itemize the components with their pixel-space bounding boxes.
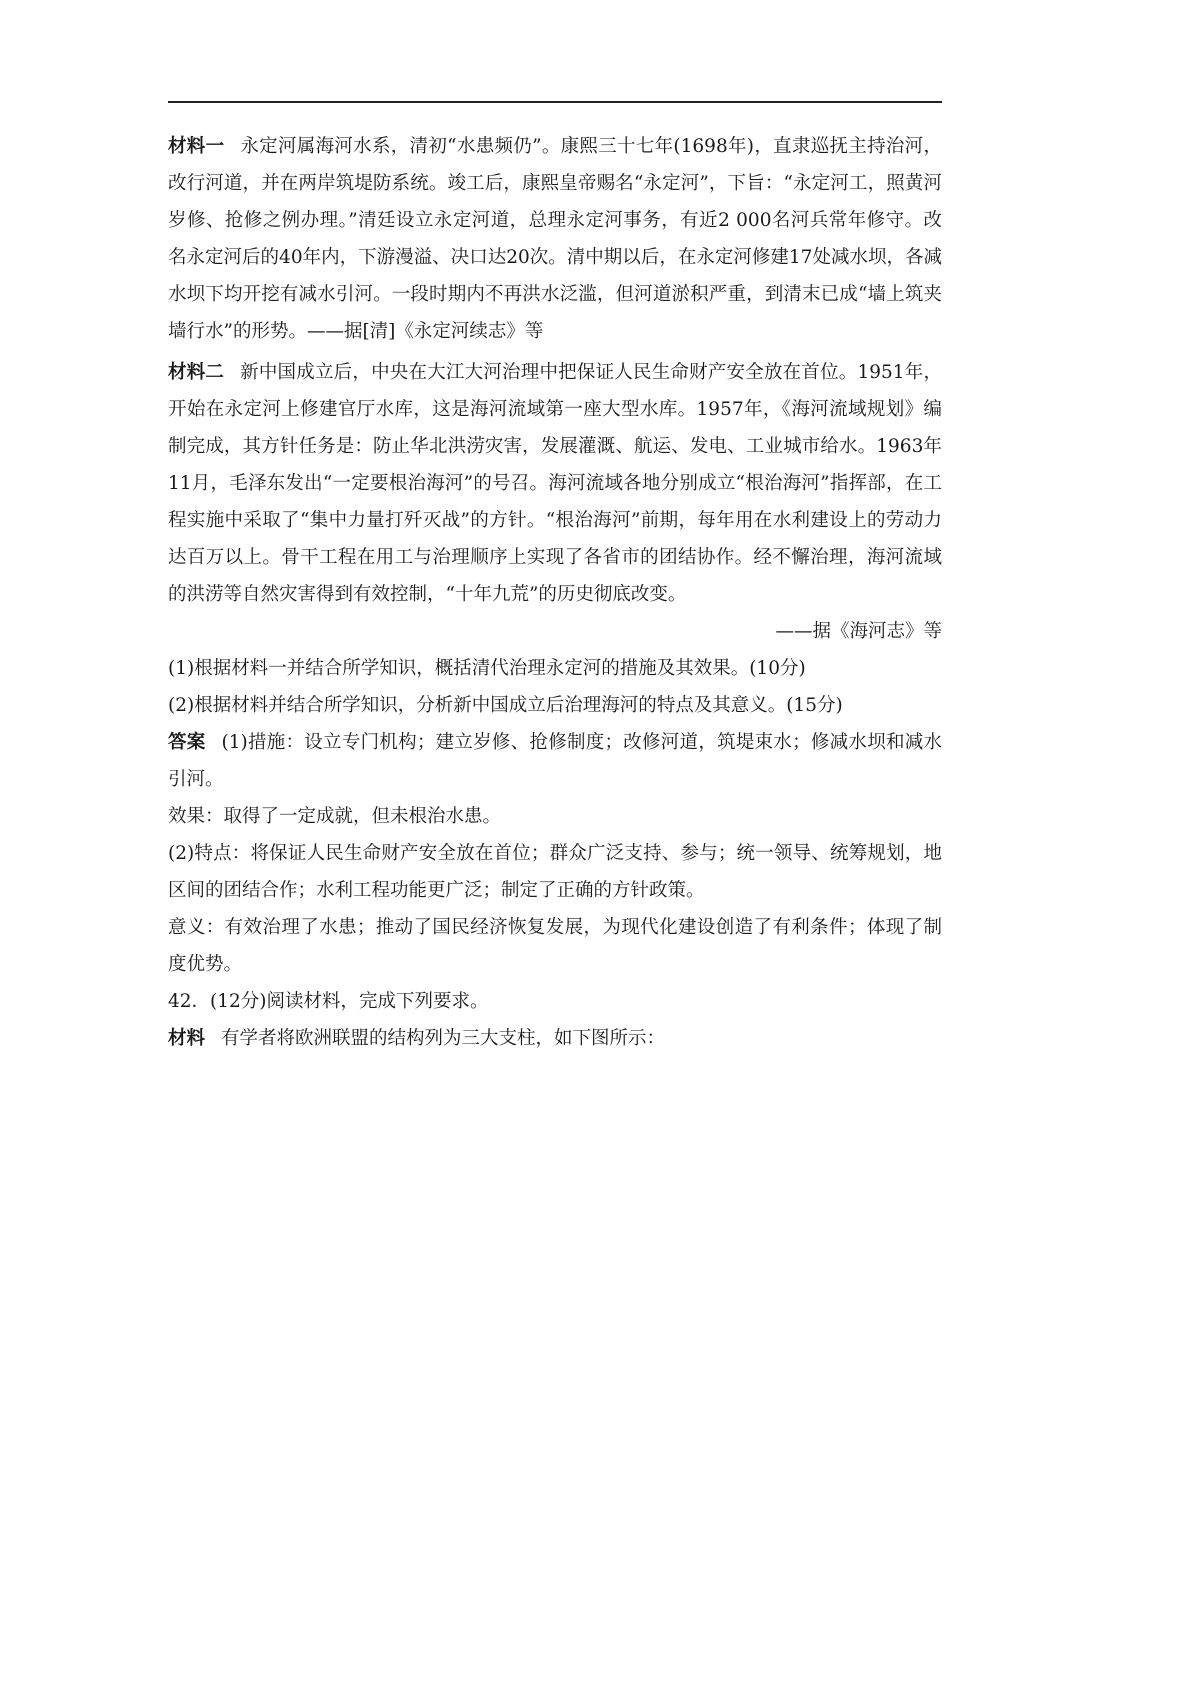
answer-significance: 意义：有效治理了水患；推动了国民经济恢复发展，为现代化建设创造了有利条件；体现了制度优势。 xyxy=(168,917,942,975)
material-one xyxy=(168,128,942,350)
material-one-label: 材料一 xyxy=(168,136,225,157)
material-one-text: 永定河属海河水系，清初“水患频仍”。康熙三十七年(1698年)，直隶巡抚主持治河，改行河道，并在两岸筑堤防系统。竣工后，康熙皇帝赐名“永定河”，下旨：“永定河工，照黄河岁修、抢修之例办理。”清廷设立永定河道，总理永定河事务，有近2 000名河兵常年修守。改名永定河后的40年内，下游漫溢、决口达20次。清中期以后，在永定河修建17处减水坝，各减水坝下均开挖有减水引河。一段时期内不再洪水泛滥，但河道淤积严重，到清末已成“墙上筑夹墙行水”的形势。——据[清]《永定河续志》等 xyxy=(168,136,943,342)
answer-effect: 效果：取得了一定成就，但未根治水患。 xyxy=(168,806,502,827)
material-two-label: 材料二 xyxy=(168,362,225,383)
question-1: (1)根据材料一并结合所学知识，概括清代治理永定河的措施及其效果。(10分) xyxy=(168,658,806,679)
answer-label: 答案 xyxy=(168,732,206,753)
question-42-material-text: 有学者将欧洲联盟的结构列为三大支柱，如下图所示： xyxy=(221,1028,666,1049)
answer-part-1 xyxy=(168,724,942,798)
question-2: (2)根据材料并结合所学知识，分析新中国成立后治理海河的特点及其意义。(15分) xyxy=(168,695,843,716)
question-42-heading: 42．(12分)阅读材料，完成下列要求。 xyxy=(168,991,489,1012)
material-two-source: ——据《海河志》等 xyxy=(775,621,942,642)
question-42-material-label: 材料 xyxy=(168,1028,206,1049)
question-42-material xyxy=(168,1020,942,1057)
page-content xyxy=(168,128,942,1057)
material-two-text: 新中国成立后，中央在大江大河治理中把保证人民生命财产安全放在首位。1951年，开始在永定河上修建官厅水库，这是海河流域第一座大型水库。1957年，《海河流域规划》编制完成，其方针任务是：防止华北洪涝灾害，发展灌溉、航运、发电、工业城市给水。1963年11月，毛泽东发出“一定要根治海河”的号召。海河流域各地分别成立“根治海河”指挥部，在工程实施中采取了“集中力量打歼灭战”的方针。“根治海河”前期，每年用在水利建设上的劳动力达百万以上。骨干工程在用工与治理顺序上实现了各省市的团结协作。经不懈治理，海河流域的洪涝等自然灾害得到有效控制，“十年九荒”的历史彻底改变。 xyxy=(168,362,942,605)
answer-part-2: (2)特点：将保证人民生命财产安全放在首位；群众广泛支持、参与；统一领导、统筹规划，地区间的团结合作；水利工程功能更广泛；制定了正确的方针政策。 xyxy=(168,843,942,901)
header-rule xyxy=(168,101,942,103)
answer-part-1-text: (1)措施：设立专门机构；建立岁修、抢修制度；改修河道，筑堤束水；修减水坝和减水引河。 xyxy=(168,732,942,790)
material-two xyxy=(168,354,942,613)
